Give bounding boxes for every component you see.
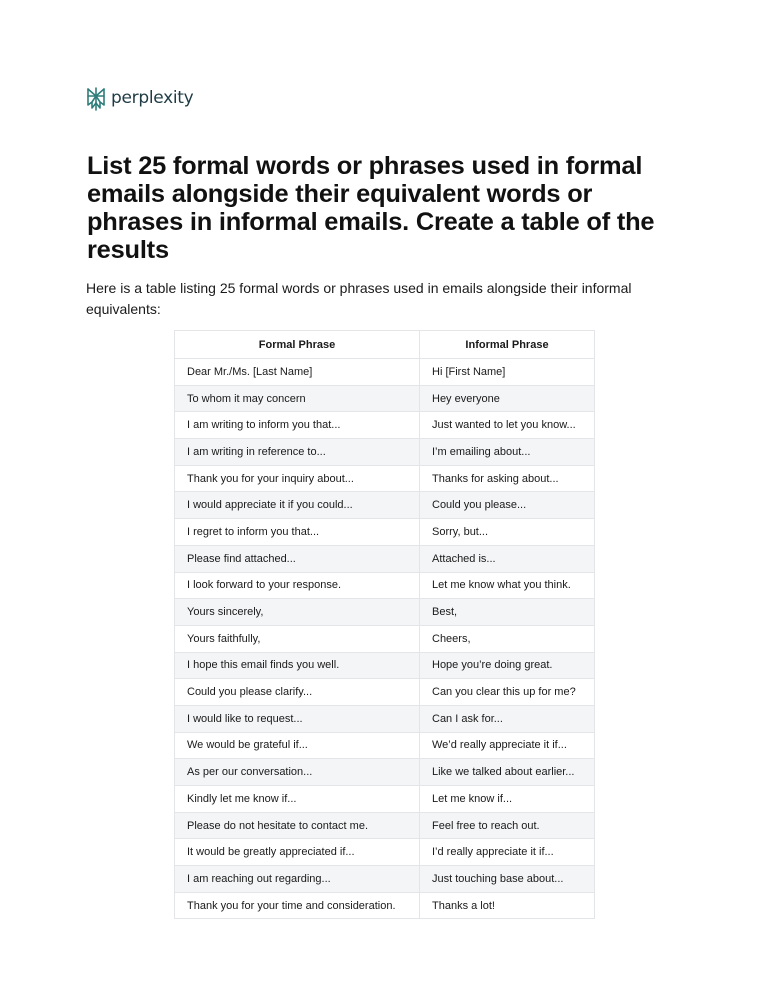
table-row xyxy=(175,519,595,546)
formal-cell: I look forward to your response. xyxy=(175,572,420,599)
informal-cell: Can I ask for... xyxy=(420,705,595,732)
informal-cell: Just wanted to let you know... xyxy=(420,412,595,439)
table-row xyxy=(175,465,595,492)
formal-cell: As per our conversation... xyxy=(175,759,420,786)
formal-cell: Dear Mr./Ms. [Last Name] xyxy=(175,359,420,386)
table-row xyxy=(175,812,595,839)
question-title: List 25 formal words or phrases used in formal emails alongside their equivalent words or phrases in informal emails. Create a table of the results xyxy=(87,152,655,264)
table-row xyxy=(175,892,595,919)
phrases-table xyxy=(174,330,595,919)
table-row xyxy=(175,866,595,893)
formal-cell: I am writing to inform you that... xyxy=(175,412,420,439)
perplexity-logo-icon xyxy=(86,87,106,111)
formal-cell: Thank you for your inquiry about... xyxy=(175,465,420,492)
table-row xyxy=(175,385,595,412)
informal-cell: Best, xyxy=(420,599,595,626)
formal-cell: It would be greatly appreciated if... xyxy=(175,839,420,866)
informal-cell: Feel free to reach out. xyxy=(420,812,595,839)
informal-cell: Let me know if... xyxy=(420,786,595,813)
brand-name: perplexity xyxy=(111,87,194,108)
table-row xyxy=(175,759,595,786)
informal-cell: Can you clear this up for me? xyxy=(420,679,595,706)
informal-cell: Cheers, xyxy=(420,625,595,652)
informal-cell: Could you please... xyxy=(420,492,595,519)
table-row xyxy=(175,412,595,439)
formal-cell: Thank you for your time and consideration. xyxy=(175,892,420,919)
informal-cell: Hey everyone xyxy=(420,385,595,412)
formal-cell: Kindly let me know if... xyxy=(175,786,420,813)
formal-cell: Yours sincerely, xyxy=(175,599,420,626)
table-row xyxy=(175,545,595,572)
formal-cell: To whom it may concern xyxy=(175,385,420,412)
informal-cell: Thanks a lot! xyxy=(420,892,595,919)
formal-cell: We would be grateful if... xyxy=(175,732,420,759)
formal-cell: I am reaching out regarding... xyxy=(175,866,420,893)
table-row xyxy=(175,732,595,759)
table-row xyxy=(175,705,595,732)
table-row xyxy=(175,359,595,386)
table-header-row xyxy=(175,331,595,359)
informal-cell: We’d really appreciate it if... xyxy=(420,732,595,759)
column-header-formal: Formal Phrase xyxy=(175,331,420,359)
informal-cell: Let me know what you think. xyxy=(420,572,595,599)
formal-cell: I regret to inform you that... xyxy=(175,519,420,546)
table-row xyxy=(175,652,595,679)
formal-cell: Please find attached... xyxy=(175,545,420,572)
table-row xyxy=(175,599,595,626)
informal-cell: Attached is... xyxy=(420,545,595,572)
table-row xyxy=(175,439,595,466)
table-row xyxy=(175,572,595,599)
informal-cell: I’m emailing about... xyxy=(420,439,595,466)
informal-cell: Hi [First Name] xyxy=(420,359,595,386)
formal-cell: Could you please clarify... xyxy=(175,679,420,706)
informal-cell: Hope you’re doing great. xyxy=(420,652,595,679)
column-header-informal: Informal Phrase xyxy=(420,331,595,359)
table-row xyxy=(175,786,595,813)
brand-logo xyxy=(86,87,193,111)
formal-cell: Yours faithfully, xyxy=(175,625,420,652)
formal-cell: I am writing in reference to... xyxy=(175,439,420,466)
formal-cell: Please do not hesitate to contact me. xyxy=(175,812,420,839)
informal-cell: I’d really appreciate it if... xyxy=(420,839,595,866)
informal-cell: Like we talked about earlier... xyxy=(420,759,595,786)
formal-cell: I would appreciate it if you could... xyxy=(175,492,420,519)
table-row xyxy=(175,839,595,866)
informal-cell: Thanks for asking about... xyxy=(420,465,595,492)
table-row xyxy=(175,492,595,519)
answer-intro: Here is a table listing 25 formal words or phrases used in emails alongside their informal equivalents: xyxy=(86,280,632,317)
formal-cell: I would like to request... xyxy=(175,705,420,732)
formal-cell: I hope this email finds you well. xyxy=(175,652,420,679)
table-row xyxy=(175,625,595,652)
informal-cell: Sorry, but... xyxy=(420,519,595,546)
table-row xyxy=(175,679,595,706)
informal-cell: Just touching base about... xyxy=(420,866,595,893)
